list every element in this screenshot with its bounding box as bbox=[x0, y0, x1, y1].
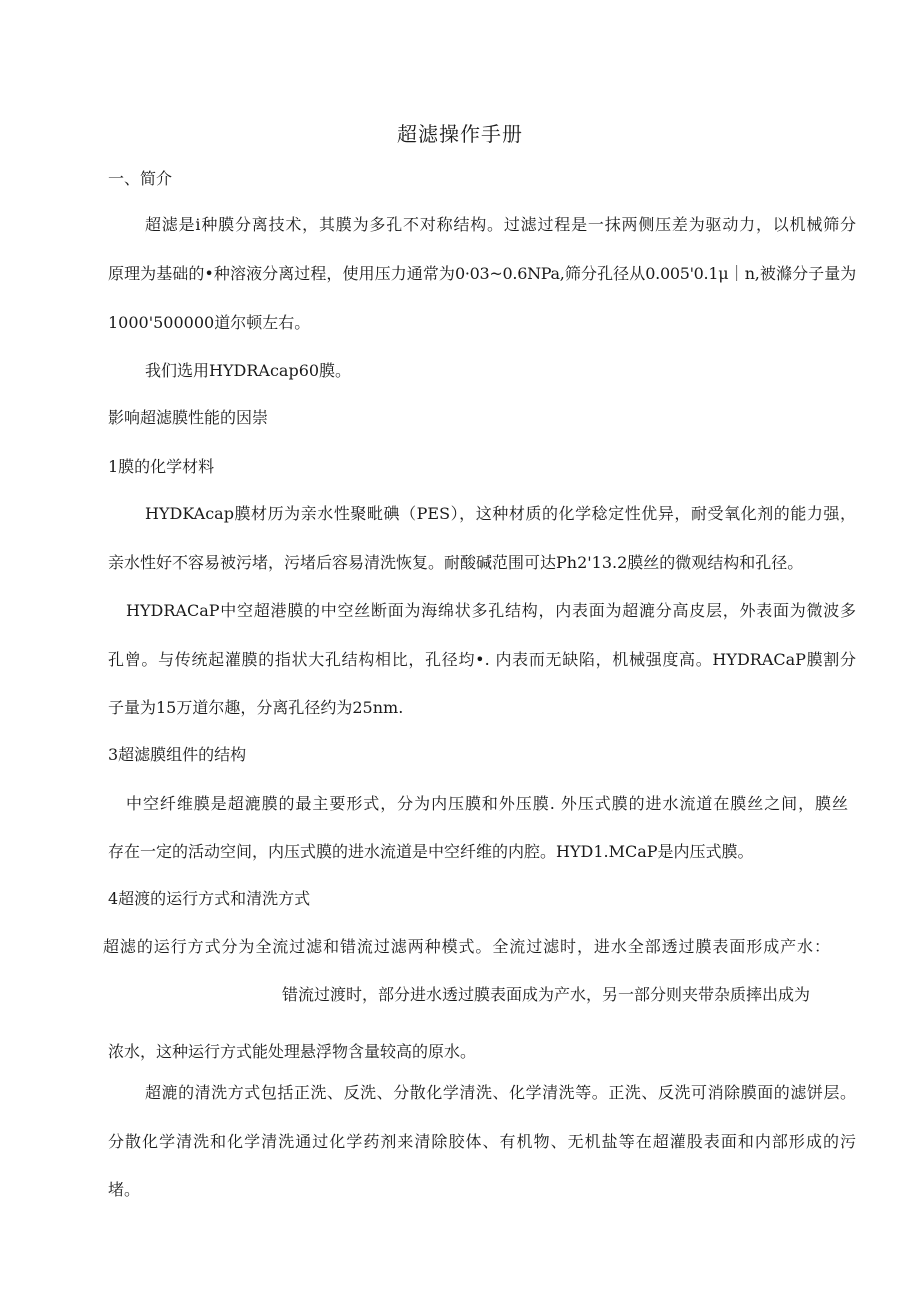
section-heading-intro: 一、简介 bbox=[108, 169, 173, 188]
intro-paragraph-line-2: 原理为基础的•种溶液分离过程，使用压力通常为0·03~0.6NPa,筛分孔径从0.005'0.1μ｜n,被滌分子量为 bbox=[108, 264, 856, 283]
heading-membrane-material: 1膜的化学材料 bbox=[108, 457, 215, 476]
document-title: 超滤操作手册 bbox=[397, 122, 523, 146]
heading-operation-cleaning: 4超渡的运行方式和清洗方式 bbox=[108, 889, 311, 908]
material-paragraph-line-1: HYDKAcap膜材历为亲水性聚毗碘（PES），这种材质的化学稔定性优异，耐受氧化剂的能力强， bbox=[145, 504, 856, 523]
material-paragraph-line-2: 亲水性好不容易被污堵，污堵后容易清洗恢复。耐酸碱范围可达Ph2'13.2膜丝的微观结构和孔径。 bbox=[108, 553, 804, 572]
intro-paragraph-line-3: 1000'500000道尔顿左右。 bbox=[108, 313, 311, 332]
operation-paragraph-line-3: 浓水，这种运行方式能处理悬浮物含量较高的原水。 bbox=[108, 1042, 477, 1061]
structure-paragraph-line-3: 子量为15万道尔趣，分离孔径约为25nm. bbox=[108, 698, 404, 717]
membrane-selection-text: 我们选用HYDRAcap60膜。 bbox=[145, 361, 352, 380]
structure-paragraph-line-1: HYDRACaP中空超港膜的中空丝断面为海绵状多孔结构，内表面为超漉分高皮层，外表面为微波多 bbox=[126, 601, 856, 620]
module-paragraph-line-2: 存在一定的活动空间，内压式膜的进水流道是中空纤维的内腔。HYD1.MCaP是内压式膜。 bbox=[108, 842, 754, 861]
operation-paragraph-line-2: 错流过渡时，部分进水透过膜表面成为产水，另一部分则夹带杂质摔出成为 bbox=[282, 985, 811, 1004]
operation-paragraph-line-1: 超滤的运行方式分为全流过滤和错流过滤两种模式。全流过滤时，进水全部透过膜表面形成产水： bbox=[103, 937, 830, 956]
heading-module-structure: 3超滤膜组件的结构 bbox=[108, 745, 247, 764]
intro-paragraph-line-1: 超滤是i种膜分离技术，其膜为多孔不对称结构。过滤过程是一抹两侧压差为驱动力，以机械筛分 bbox=[145, 215, 856, 234]
factors-heading: 影响超滤膜性能的因崇 bbox=[108, 408, 269, 427]
module-paragraph-line-1: 中空纤维膜是超漉膜的最主要形式，分为内压膜和外压膜. 外压式膜的进水流道在膜丝之间，膜丝 bbox=[126, 794, 848, 813]
structure-paragraph-line-2: 孔曾。与传统起灌膜的指状大孔结构相比，孔径均•. 内表而无缺陷，机械强度高。HYDRACaP膜割分 bbox=[108, 650, 856, 669]
cleaning-paragraph-line-3: 堵。 bbox=[108, 1180, 141, 1199]
cleaning-paragraph-line-2: 分散化学清洗和化学清洗通过化学药剂来清除胶体、有机物、无机盐等在超灌股表面和内部形成的污 bbox=[108, 1132, 856, 1151]
cleaning-paragraph-line-1: 超漉的清洗方式包括正洗、反洗、分散化学清洗、化学清洗等。正洗、反洗可消除膜面的滤饼层。 bbox=[145, 1083, 856, 1102]
